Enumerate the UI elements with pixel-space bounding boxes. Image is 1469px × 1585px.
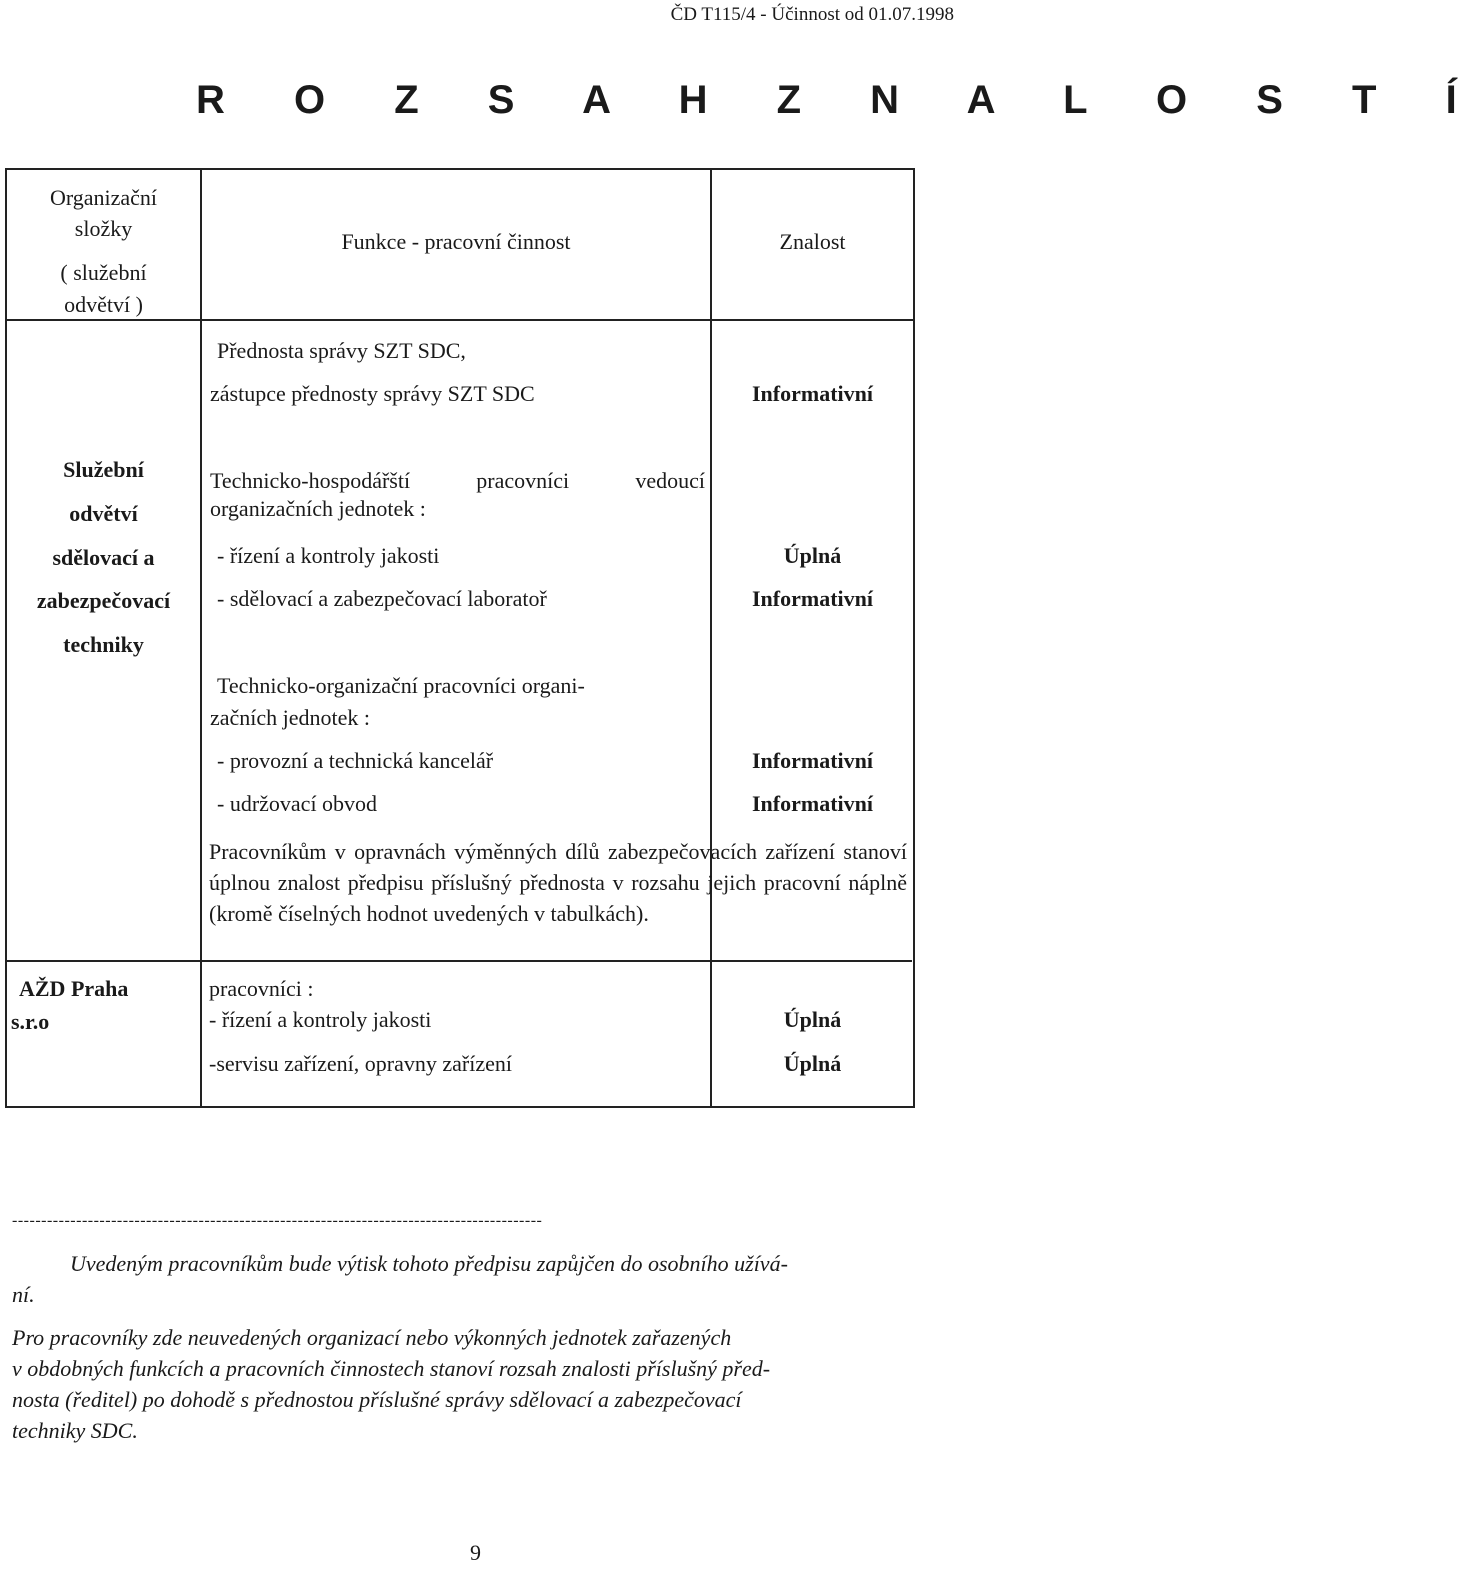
page-title: R O Z S A H Z N A L O S T Í [196, 78, 1469, 122]
section1-org-line2: odvětví [69, 501, 138, 526]
document-code: ČD T115/4 - Účinnost od 01.07.1998 [670, 4, 954, 25]
group1-item1-func: - řízení a kontroly jakosti [217, 543, 440, 568]
group1-item2-func: - sdělovací a zabezpečovací laboratoř [217, 586, 547, 611]
section-divider [200, 960, 912, 962]
section2-item2-znalost: Úplná [783, 1051, 842, 1076]
row1-znalost: Informativní [752, 381, 873, 406]
footnote2-line3: nosta (ředitel) po dohodě s přednostou příslušné správy sdělovací a zabezpečovací [12, 1387, 742, 1412]
footnote2-line4: techniky SDC. [12, 1418, 138, 1443]
workshop-note: Pracovníkům v opravnách výměnných dílů zabezpečovacích zařízení stanoví úplnou znalost předpisu příslušný přednosta v rozsahu jejich pracovní náplně (kromě číselných hodnot uvedených v tabulkách). [209, 839, 907, 926]
footnote1-line1: Uvedeným pracovníkům bude výtisk tohoto předpisu zapůjčen do osobního užívá- [70, 1251, 788, 1276]
group2-item1-znalost: Informativní [752, 748, 873, 773]
header-function: Funkce - pracovní činnost [341, 229, 571, 254]
footnote1-line2: ní. [12, 1282, 35, 1307]
footnote2-line2: v obdobných funkcích a pracovních činnostech stanoví rozsah znalosti příslušný před- [12, 1356, 771, 1381]
row1-func-line1: Přednosta správy SZT SDC, [217, 338, 466, 363]
section1-org-line1: Služební [63, 457, 144, 482]
separator-line: ------------------------------------------------------------------------------------------- [12, 1212, 543, 1229]
header-org-line1: Organizační [49, 185, 158, 210]
group2-heading-line1: Technicko-organizační pracovníci organi- [217, 673, 585, 698]
header-org-line4: odvětví ) [64, 292, 143, 317]
group1-heading: Technicko-hospodářští pracovníci vedoucí organizačních jednotek : [210, 468, 705, 521]
group2-item2-znalost: Informativní [752, 791, 873, 816]
footnote2-line1: Pro pracovníky zde neuvedených organizací nebo výkonných jednotek zařazených [12, 1325, 732, 1350]
section2-org-line1: AŽD Praha [19, 976, 129, 1001]
group2-item2-func: - udržovací obvod [217, 791, 378, 816]
org-divider [7, 960, 200, 962]
header-org-line2: složky [74, 216, 133, 241]
page-number: 9 [470, 1540, 481, 1565]
knowledge-table [5, 168, 915, 1108]
group1-item1-znalost: Úplná [783, 543, 842, 568]
section2-heading: pracovníci : [209, 976, 314, 1001]
section1-org-line3: sdělovací a [52, 545, 155, 570]
section2-item2-func: -servisu zařízení, opravny zařízení [209, 1051, 512, 1076]
col-divider-1 [200, 170, 202, 1106]
header-divider [7, 319, 913, 321]
header-org-line3: ( služební [60, 260, 147, 285]
section1-org-line5: techniky [63, 632, 144, 657]
section2-item1-znalost: Úplná [783, 1007, 842, 1032]
group2-heading-line2: začních jednotek : [210, 705, 371, 730]
section2-item1-func: - řízení a kontroly jakosti [209, 1007, 432, 1032]
group2-item1-func: - provozní a technická kancelář [217, 748, 494, 773]
group1-item2-znalost: Informativní [752, 586, 873, 611]
section2-org-line2: s.r.o [11, 1009, 50, 1034]
header-znalost: Znalost [779, 229, 846, 254]
section1-org-line4: zabezpečovací [36, 588, 171, 613]
col-divider-2 [710, 170, 712, 1106]
row1-func-line2: zástupce přednosty správy SZT SDC [210, 381, 535, 406]
